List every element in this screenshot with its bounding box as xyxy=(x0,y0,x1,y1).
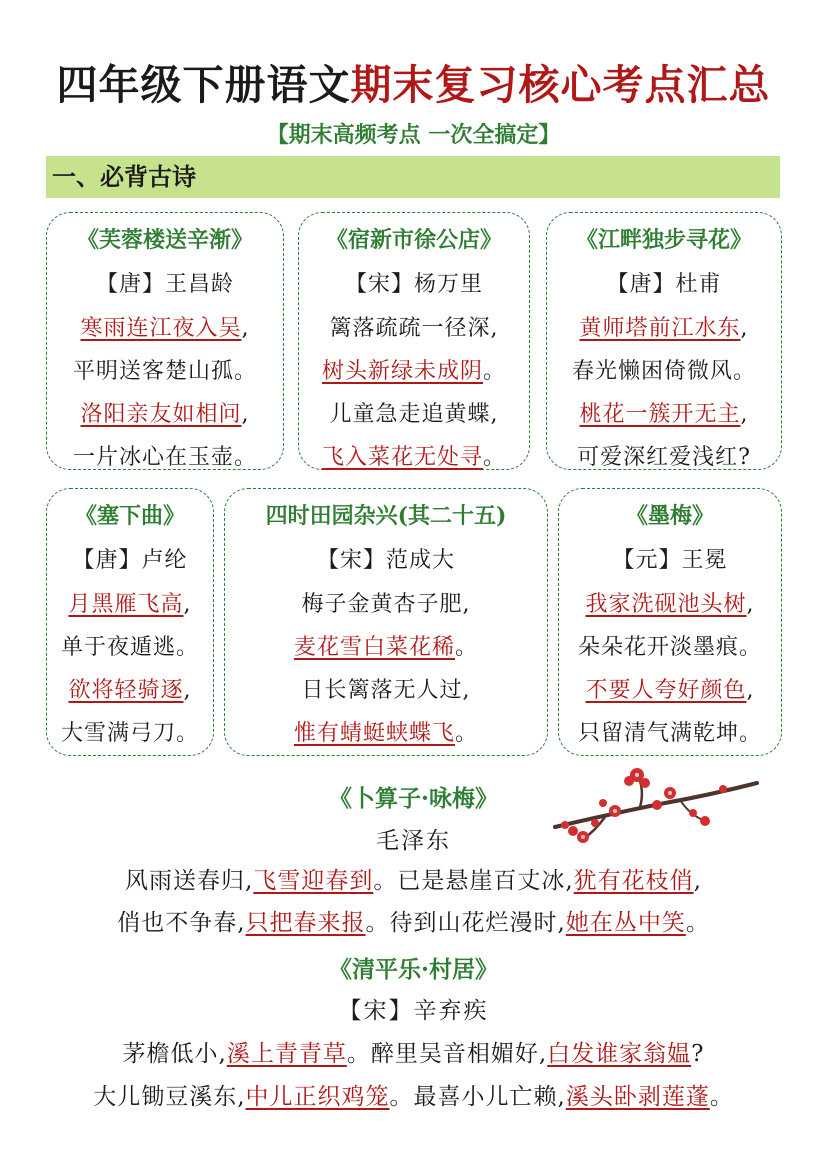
punctuation: , xyxy=(241,316,250,341)
poem-card-3 xyxy=(546,212,782,470)
highlight-text: 我家洗砚池头树 xyxy=(585,592,747,617)
punctuation: , xyxy=(740,402,749,427)
punctuation: 。 xyxy=(455,635,479,660)
plain-text: 大儿锄豆溪东, xyxy=(93,1084,246,1110)
poem-line: 一片冰心在玉壶。 xyxy=(72,445,257,470)
highlight-text: 树头新绿未成阴 xyxy=(321,359,483,384)
punctuation: , xyxy=(183,678,192,703)
poem-line: 儿童急走追黄蝶, xyxy=(329,402,499,427)
highlight-text: 溪上青青草 xyxy=(226,1041,347,1067)
poem-author: 【唐】王昌龄 xyxy=(95,272,234,297)
poem-line: 日长篱落无人过, xyxy=(301,678,471,703)
ci1-line-2 xyxy=(0,904,827,937)
punctuation: 。 xyxy=(483,359,507,384)
highlight-text: 寒雨连江夜入吴 xyxy=(80,316,242,341)
punctuation: , xyxy=(740,316,749,341)
ci1-line-1 xyxy=(0,862,827,895)
highlight-text: 洛阳亲友如相问 xyxy=(80,402,242,427)
title-black: 四年级下册语文 xyxy=(56,61,351,109)
highlight-text: 溪头卧剥莲蓬 xyxy=(565,1084,710,1110)
poem-title: 《芙蓉楼送辛渐》 xyxy=(76,227,253,253)
poem-line: 春光懒困倚微风。 xyxy=(571,359,756,384)
highlight-text: 不要人夸好颜色 xyxy=(585,678,747,703)
poem-line: 朵朵花开淡墨痕。 xyxy=(577,635,762,660)
poem-card-6 xyxy=(558,488,782,756)
poem-author: 【唐】杜甫 xyxy=(606,272,722,297)
plain-text: 。待到山花烂漫时, xyxy=(365,910,566,936)
ci2-author: 【宋】辛弃疾 xyxy=(338,998,489,1024)
plain-text: 。已是悬崖百丈冰, xyxy=(373,868,574,894)
poem-line xyxy=(559,587,781,618)
punctuation: , xyxy=(183,592,192,617)
highlight-text: 白发谁家翁媪 xyxy=(547,1041,692,1067)
punctuation: , xyxy=(746,592,755,617)
poem-line xyxy=(559,673,781,704)
poem-line xyxy=(299,354,529,385)
page-title xyxy=(0,52,827,111)
punctuation: , xyxy=(241,402,250,427)
plain-text: , xyxy=(693,868,702,894)
highlight-text: 黄师塔前江水东 xyxy=(579,316,741,341)
poem-line xyxy=(47,311,283,342)
poem-line xyxy=(47,673,213,704)
poem-line xyxy=(299,440,529,471)
highlight-text: 欲将轻骑逐 xyxy=(68,678,184,703)
poem-author: 【元】王冕 xyxy=(612,548,728,573)
ci2-title: 《清平乐·村居》 xyxy=(328,956,498,983)
plain-text: 俏也不争春, xyxy=(117,910,246,936)
poem-title: 《宿新市徐公店》 xyxy=(325,227,502,253)
poem-line: 单于夜遁逃。 xyxy=(60,635,199,660)
poem-author: 【宋】杨万里 xyxy=(344,272,483,297)
plain-text: 。 xyxy=(709,1084,734,1110)
plain-text: ? xyxy=(691,1041,705,1067)
poem-card-1 xyxy=(46,212,284,470)
poem-line: 篱落疏疏一径深, xyxy=(329,316,499,341)
highlight-text: 她在丛中笑 xyxy=(565,910,686,936)
highlight-text: 桃花一簇开无主 xyxy=(579,402,741,427)
poem-title: 《塞下曲》 xyxy=(74,503,185,529)
poem-line: 平明送客楚山孤。 xyxy=(72,359,257,384)
punctuation: 。 xyxy=(455,721,479,746)
highlight-text: 中儿正织鸡笼 xyxy=(245,1084,390,1110)
highlight-text: 惟有蜻蜓蛱蝶飞 xyxy=(293,721,455,746)
poem-title: 《墨梅》 xyxy=(625,503,714,529)
ci1-author: 毛泽东 xyxy=(376,828,451,854)
poem-line: 可爱深红爱浅红? xyxy=(577,445,751,470)
plain-text: 风雨送春归, xyxy=(125,868,254,894)
poem-line xyxy=(225,630,547,661)
plain-text: 。醉里吴音相媚好, xyxy=(346,1041,548,1067)
poem-title: 四时田园杂兴(其二十五) xyxy=(265,503,507,529)
plain-text: 。最喜小儿亡赖, xyxy=(389,1084,566,1110)
page-subtitle: 【期末高频考点 一次全搞定】 xyxy=(266,122,561,148)
ci2-line-2 xyxy=(0,1078,827,1111)
poem-line: 只留清气满乾坤。 xyxy=(577,721,762,746)
title-red: 期末复习核心考点汇总 xyxy=(350,61,771,109)
ci2-line-1 xyxy=(0,1035,827,1068)
punctuation: , xyxy=(746,678,755,703)
poem-card-4 xyxy=(46,488,214,756)
highlight-text: 只把春来报 xyxy=(245,910,366,936)
highlight-text: 月黑雁飞高 xyxy=(68,592,184,617)
plain-text: 。 xyxy=(685,910,710,936)
poem-line: 大雪满弓刀。 xyxy=(60,721,199,746)
poem-line xyxy=(547,311,781,342)
highlight-text: 麦花雪白菜花稀 xyxy=(293,635,455,660)
poem-line xyxy=(47,587,213,618)
poem-title: 《江畔独步寻花》 xyxy=(575,227,752,253)
section-header: 一、必背古诗 xyxy=(46,156,780,198)
poem-author: 【宋】范成大 xyxy=(316,548,455,573)
highlight-text: 犹有花枝俏 xyxy=(573,868,694,894)
poem-line xyxy=(47,397,283,428)
poem-line: 梅子金黄杏子肥, xyxy=(301,592,471,617)
poem-card-5 xyxy=(224,488,548,756)
poem-author: 【唐】卢纶 xyxy=(72,548,188,573)
poem-line xyxy=(547,397,781,428)
plain-text: 茅檐低小, xyxy=(122,1041,227,1067)
highlight-text: 飞雪迎春到 xyxy=(253,868,374,894)
highlight-text: 飞入菜花无处寻 xyxy=(321,445,483,470)
poem-card-2 xyxy=(298,212,530,470)
ci1-title: 《卜算子·咏梅》 xyxy=(328,785,498,812)
poem-line xyxy=(225,716,547,747)
punctuation: 。 xyxy=(483,445,507,470)
